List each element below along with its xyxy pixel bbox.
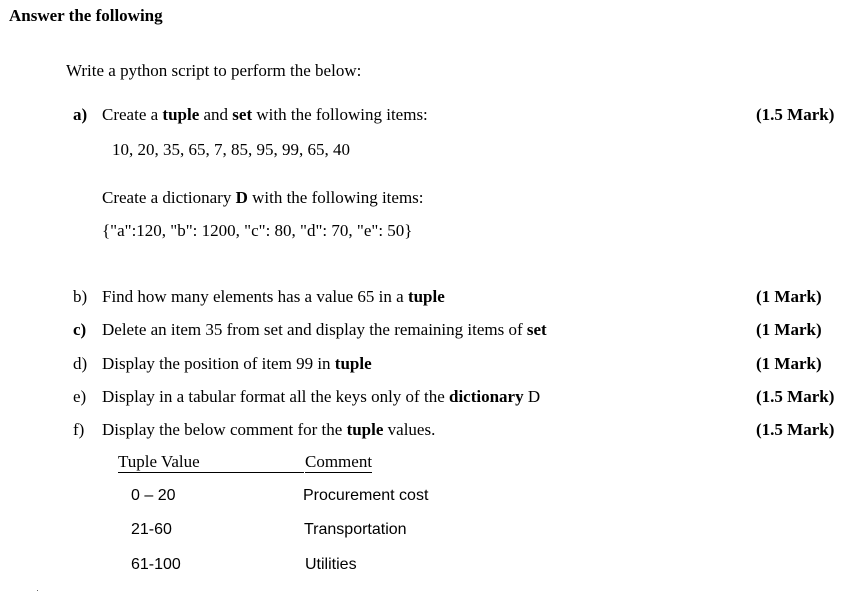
question-a-label: a) xyxy=(73,105,88,124)
table-cell-range: 0 – 20 xyxy=(131,487,176,504)
question-a-mark: (1.5 Mark) xyxy=(756,105,835,124)
table-header-tuple-value: Tuple Value xyxy=(118,452,304,473)
question-d-label: d) xyxy=(73,354,88,373)
question-d-text: Display the position of item 99 in tuple xyxy=(102,354,372,373)
question-a-dict-text: Create a dictionary D with the following items: xyxy=(102,188,424,207)
question-e-label: e) xyxy=(73,387,87,406)
question-f-text: Display the below comment for the tuple values. xyxy=(102,420,436,439)
stray-dot xyxy=(37,590,38,591)
table-header-comment: Comment xyxy=(305,452,373,471)
question-b-mark: (1 Mark) xyxy=(756,287,822,306)
table-cell-comment: Transportation xyxy=(304,521,407,538)
intro-text: Write a python script to perform the below: xyxy=(66,61,362,80)
question-a-text: Create a tuple and set with the following items: xyxy=(102,105,428,124)
table-cell-comment: Utilities xyxy=(305,556,357,573)
question-c-text: Delete an item 35 from set and display the remaining items of set xyxy=(102,320,547,339)
question-f-mark: (1.5 Mark) xyxy=(756,420,835,439)
question-c-label: c) xyxy=(73,320,87,339)
table-cell-comment: Procurement cost xyxy=(303,487,429,504)
table-cell-range: 61-100 xyxy=(131,556,181,573)
table-cell-range: 21-60 xyxy=(131,521,172,538)
question-b-text: Find how many elements has a value 65 in a tuple xyxy=(102,287,445,306)
question-f-label: f) xyxy=(73,420,85,439)
question-a-items: 10, 20, 35, 65, 7, 85, 95, 99, 65, 40 xyxy=(112,140,350,159)
page-title: Answer the following xyxy=(9,6,163,25)
keyword-dict-d: D xyxy=(235,188,248,207)
keyword-tuple: tuple xyxy=(162,105,200,124)
keyword-set: set xyxy=(232,105,253,124)
question-a-dict-items: {"a":120, "b": 1200, "c": 80, "d": 70, "e": 50} xyxy=(102,221,413,240)
question-e-text: Display in a tabular format all the keys only of the dictionary D xyxy=(102,387,541,406)
question-b-label: b) xyxy=(73,287,88,306)
question-d-mark: (1 Mark) xyxy=(756,354,822,373)
question-c-mark: (1 Mark) xyxy=(756,320,822,339)
question-e-mark: (1.5 Mark) xyxy=(756,387,835,406)
